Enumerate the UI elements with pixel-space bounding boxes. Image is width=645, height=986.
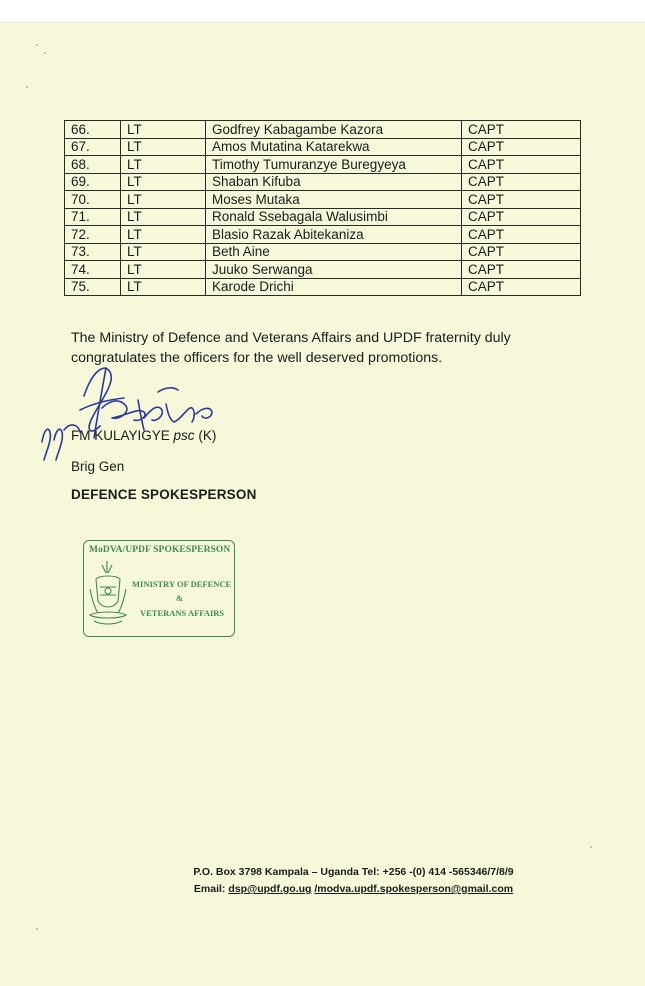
signatory-title: DEFENCE SPOKESPERSON [71, 487, 257, 502]
table-row [65, 261, 581, 279]
paper-speck [44, 52, 46, 54]
table-row [65, 226, 581, 244]
signatory-name-line [71, 428, 216, 443]
cell-new-rank: CAPT [462, 278, 581, 296]
table-row [65, 138, 581, 156]
cell-number: 69. [65, 173, 121, 191]
signatory-tail: (K) [198, 428, 217, 443]
cell-officer-name: Karode Drichi [206, 278, 462, 296]
cell-officer-name: Beth Aine [206, 243, 462, 261]
cell-current-rank: LT [121, 243, 206, 261]
signatory-suffix: psc [173, 428, 195, 443]
cell-officer-name: Godfrey Kabagambe Kazora [206, 121, 462, 139]
official-stamp [83, 540, 235, 637]
table-row [65, 173, 581, 191]
cell-number: 68. [65, 156, 121, 174]
cell-new-rank: CAPT [462, 121, 581, 139]
coat-of-arms-icon [86, 559, 132, 633]
promotions-table [64, 120, 581, 296]
cell-number: 72. [65, 226, 121, 244]
cell-officer-name: Juuko Serwanga [206, 261, 462, 279]
cell-officer-name: Moses Mutaka [206, 191, 462, 209]
promotions-table-body [65, 121, 581, 296]
cell-number: 67. [65, 138, 121, 156]
cell-officer-name: Timothy Tumuranzye Buregyeya [206, 156, 462, 174]
cell-new-rank: CAPT [462, 138, 581, 156]
cell-number: 71. [65, 208, 121, 226]
cell-current-rank: LT [121, 138, 206, 156]
stamp-header: MoDVA/UPDF SPOKESPERSON [89, 545, 231, 555]
stamp-line-veterans: VETERANS AFFAIRS [140, 608, 225, 618]
cell-number: 70. [65, 191, 121, 209]
paper-speck [36, 928, 38, 930]
footer-address: P.O. Box 3798 Kampala – Uganda Tel: +256 -(0) 414 -565346/7/8/9 [193, 866, 514, 878]
cell-new-rank: CAPT [462, 226, 581, 244]
cell-current-rank: LT [121, 278, 206, 296]
cell-officer-name: Blasio Razak Abitekaniza [206, 226, 462, 244]
cell-current-rank: LT [121, 226, 206, 244]
footer-email-link-secondary[interactable]: /modva.updf.spokesperson@gmail.com [314, 883, 514, 895]
cell-officer-name: Shaban Kifuba [206, 173, 462, 191]
signatory-name: FM KULAYIGYE [71, 428, 170, 443]
table-row [65, 121, 581, 139]
cell-new-rank: CAPT [462, 243, 581, 261]
cell-number: 75. [65, 278, 121, 296]
cell-new-rank: CAPT [462, 208, 581, 226]
paper-speck [36, 44, 38, 46]
cell-new-rank: CAPT [462, 191, 581, 209]
cell-current-rank: LT [121, 208, 206, 226]
closing-line: The Ministry of Defence and Veterans Affairs and UPDF fraternity duly [71, 330, 511, 346]
cell-officer-name: Amos Mutatina Katarekwa [206, 138, 462, 156]
cell-current-rank: LT [121, 156, 206, 174]
table-row [65, 243, 581, 261]
signature [40, 360, 260, 470]
closing-line: congratulates the officers for the well deserved promotions. [71, 350, 443, 366]
table-row [65, 208, 581, 226]
page-top-margin [0, 0, 645, 23]
cell-number: 73. [65, 243, 121, 261]
table-row [65, 156, 581, 174]
cell-number: 66. [65, 121, 121, 139]
table-row [65, 278, 581, 296]
cell-current-rank: LT [121, 261, 206, 279]
cell-number: 74. [65, 261, 121, 279]
cell-new-rank: CAPT [462, 173, 581, 191]
handwritten-signature [40, 360, 260, 470]
signatory-rank: Brig Gen [71, 459, 125, 474]
cell-new-rank: CAPT [462, 156, 581, 174]
paper-speck [26, 86, 28, 88]
paper-speck [590, 846, 592, 848]
stamp-line-ministry: MINISTRY OF DEFENCE [132, 579, 232, 589]
footer-email-link-primary[interactable]: dsp@updf.go.ug [228, 883, 312, 895]
cell-officer-name: Ronald Ssebagala Walusimbi [206, 208, 462, 226]
cell-current-rank: LT [121, 173, 206, 191]
cell-new-rank: CAPT [462, 261, 581, 279]
footer-email-label: Email: [193, 883, 226, 895]
cell-current-rank: LT [121, 121, 206, 139]
cell-current-rank: LT [121, 191, 206, 209]
footer-email-line [0, 883, 645, 895]
stamp-line-ampersand: & [176, 593, 184, 603]
table-row [65, 191, 581, 209]
